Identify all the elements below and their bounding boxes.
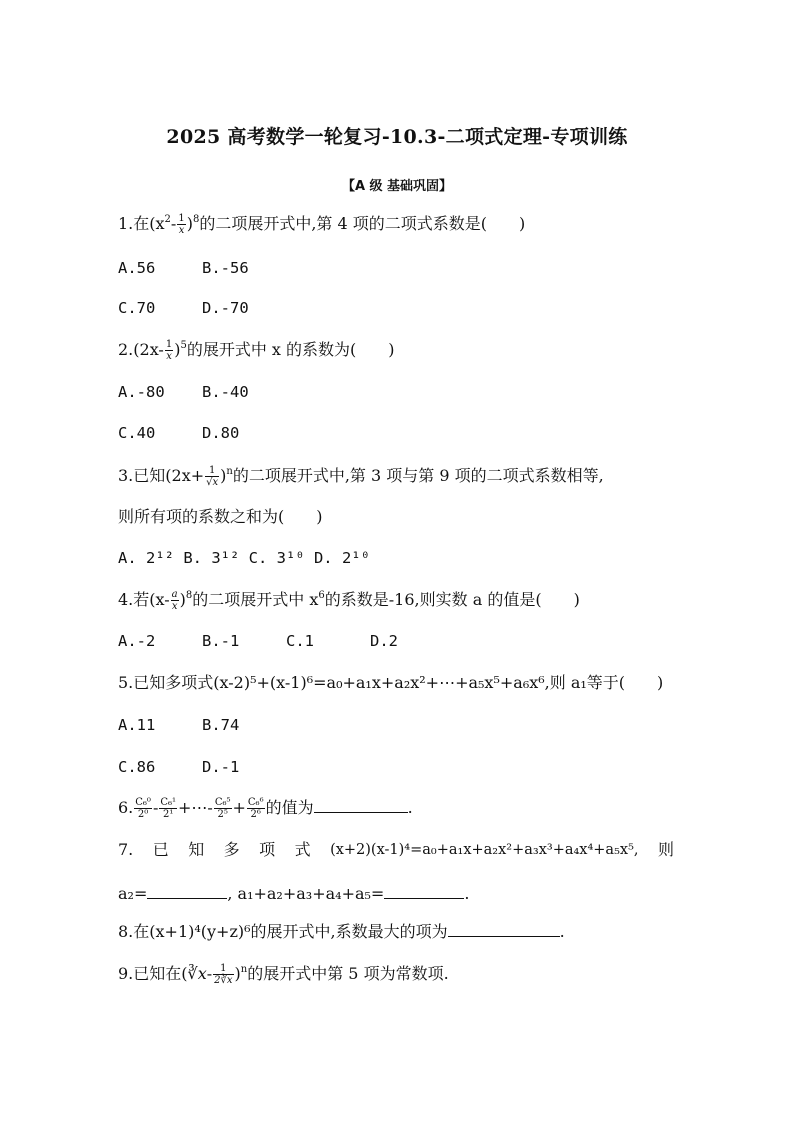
- q3-close-paren: ): [220, 466, 227, 485]
- q4-exp: 8: [185, 590, 193, 601]
- q6-fraction-2: [159, 797, 177, 820]
- page-title: 2025 高考数学一轮复习-10.3-二项式定理-专项训练: [166, 126, 628, 148]
- q4-stem-start: 4.若(x-: [118, 590, 170, 609]
- q2-close-paren: ): [174, 340, 181, 359]
- q2-options-row-1: [118, 382, 249, 402]
- q7-sum-label: , a₁+a₂+a₃+a₄+a₅=: [227, 884, 385, 903]
- q4-option-b: B.-1: [202, 632, 240, 650]
- q3-exp: n: [226, 466, 233, 477]
- q5-option-a: A.11: [118, 716, 156, 734]
- q9-frac-den: 2∛x: [214, 975, 233, 986]
- q3-frac-den: √x: [206, 477, 219, 488]
- q9-fraction: [213, 963, 233, 986]
- q4-stem-mid: 的二项展开式中 x: [192, 590, 319, 609]
- q7-polynomial: (x+2)(x-1)⁴=a₀+a₁x+a₂x²+a₃x³+a₄x⁴+a₅x⁵,: [330, 842, 639, 858]
- q1-minus: -: [170, 214, 177, 233]
- q6-f2-den: 2¹: [162, 809, 174, 820]
- q3-frac-num: 1: [205, 465, 219, 477]
- q2-frac-den: x: [166, 351, 172, 362]
- q2-option-c: C.40: [118, 424, 156, 442]
- q8-end: .: [559, 922, 565, 941]
- q1-frac-den: x: [178, 225, 185, 236]
- q1-stem-start: 1.在(x: [118, 214, 165, 233]
- q9-stem-end: 的展开式中第 5 项为常数项.: [247, 964, 449, 983]
- q1-frac-num: 1: [178, 213, 185, 224]
- q6-fraction-4: [247, 797, 265, 820]
- q3-stem-line-2: 则所有项的系数之和为(: [118, 507, 285, 526]
- q4-option-a: A.-2: [118, 632, 156, 650]
- q5-options-row-1: [118, 715, 239, 735]
- q2-exp: 5: [180, 340, 187, 351]
- question-1: [118, 213, 525, 236]
- q2-stem-end: 的展开式中 x 的系数为(: [186, 340, 357, 359]
- q6-f1-den: 2⁰: [137, 809, 149, 820]
- q5-options-row-2: [118, 757, 239, 777]
- q4-close-paren: ): [179, 590, 186, 609]
- question-7-line-2: [118, 884, 469, 904]
- q5-option-d: D.-1: [202, 758, 240, 776]
- question-3: [118, 465, 604, 488]
- q9-exp: n: [240, 964, 248, 975]
- q1-exp-a: 2: [164, 214, 171, 225]
- q1-options-row-2: [118, 298, 249, 318]
- q4-answer-close: ): [573, 590, 580, 609]
- q1-option-d: D.-70: [202, 299, 249, 317]
- q2-option-a: A.-80: [118, 383, 165, 401]
- q4-frac-den: x: [171, 601, 178, 612]
- q2-stem-start: 2.(2x-: [118, 340, 164, 359]
- q6-answer-blank[interactable]: [314, 798, 408, 813]
- q3-answer-close: ): [316, 507, 323, 526]
- q6-number: 6.: [118, 798, 134, 817]
- question-9: [118, 963, 449, 986]
- q6-f3-num: C₆⁵: [214, 797, 231, 808]
- q9-frac-num: 1: [213, 963, 233, 975]
- q7-word-4: 多: [223, 840, 240, 859]
- q6-fraction-1: [134, 797, 152, 820]
- q7-end: .: [464, 884, 470, 903]
- q7-word-1: 7.: [118, 840, 134, 859]
- q6-f3-den: 2⁵: [217, 809, 228, 820]
- q2-option-d: D.80: [202, 424, 240, 442]
- q4-option-c: C.1: [286, 632, 314, 650]
- q3-stem-end: 的二项展开式中,第 3 项与第 9 项的二项式系数相等,: [232, 466, 604, 485]
- q3-fraction: [205, 465, 219, 488]
- q1-answer-close: ): [519, 214, 526, 233]
- q1-exp-b: 8: [192, 214, 200, 225]
- q6-end: .: [407, 798, 413, 817]
- question-5: [118, 673, 663, 693]
- q1-option-b: B.-56: [202, 259, 249, 277]
- q3-options-row: [118, 548, 370, 568]
- q7-word-5: 项: [259, 840, 276, 859]
- q3-options: A. 2¹² B. 3¹² C. 3¹⁰ D. 2¹⁰: [118, 549, 370, 567]
- q5-stem: 5.已知多项式(x-2)⁵+(x-1)⁶=a₀+a₁x+a₂x²+⋯+a₅x⁵+a₆x⁶,则 a₁等于(: [118, 673, 626, 692]
- q9-cube-root: ∛x: [187, 964, 207, 983]
- q4-frac-num: a: [171, 589, 178, 600]
- q2-frac-num: 1: [165, 339, 173, 350]
- q1-fraction: [177, 213, 185, 236]
- q6-f4-num: C₆⁶: [247, 797, 264, 808]
- section-heading: 【A 级 基础巩固】: [341, 179, 453, 194]
- q6-stem-end: 的值为: [265, 798, 314, 817]
- question-2: [118, 339, 395, 362]
- q2-answer-close: ): [388, 340, 395, 359]
- q7-a2-blank[interactable]: [147, 884, 227, 899]
- q6-minus: -: [152, 798, 159, 817]
- q1-option-c: C.70: [118, 299, 156, 317]
- q1-option-a: A.56: [118, 259, 156, 277]
- q5-answer-close: ): [657, 673, 664, 692]
- q9-minus: -: [206, 964, 213, 983]
- q9-close-paren: ): [234, 964, 241, 983]
- q8-stem: 8.在(x+1)⁴(y+z)⁶的展开式中,系数最大的项为: [118, 922, 448, 941]
- q2-fraction: [165, 339, 173, 362]
- q1-close-paren: ): [186, 214, 193, 233]
- q4-exp-2: 6: [318, 590, 325, 601]
- q6-plus: +: [232, 798, 246, 817]
- q8-answer-blank[interactable]: [448, 922, 560, 937]
- q7-word-6: 式: [294, 840, 311, 859]
- q4-option-d: D.2: [370, 632, 398, 650]
- question-7: [118, 840, 674, 860]
- q7-word-2: 已: [152, 840, 169, 859]
- q9-stem-start: 9.已知在(: [118, 964, 188, 983]
- q4-stem-end: 的系数是-16,则实数 a 的值是(: [324, 590, 542, 609]
- q7-word-8: 则: [657, 840, 674, 859]
- q6-f1-num: C₆⁰: [135, 797, 151, 808]
- q1-options-row-1: [118, 258, 249, 278]
- question-3-line-2: [118, 507, 323, 527]
- q6-fraction-3: [214, 797, 232, 820]
- question-8: [118, 922, 565, 942]
- q4-fraction: [171, 589, 179, 612]
- q6-ellipsis: +⋯-: [178, 798, 213, 817]
- q3-stem-start: 3.已知(2x+: [118, 466, 205, 485]
- q7-sum-blank[interactable]: [384, 884, 464, 899]
- question-6: [118, 797, 413, 820]
- q2-option-b: B.-40: [202, 383, 249, 401]
- question-4: [118, 589, 580, 612]
- q7-a2-label: a₂=: [118, 884, 148, 903]
- q6-f4-den: 2⁶: [250, 809, 261, 820]
- q7-word-3: 知: [188, 840, 205, 859]
- q2-options-row-2: [118, 423, 239, 443]
- q4-options-row: [118, 631, 398, 651]
- q6-f2-num: C₆¹: [160, 797, 177, 808]
- q5-option-c: C.86: [118, 758, 156, 776]
- q5-option-b: B.74: [202, 716, 240, 734]
- q1-stem-end: 的二项展开式中,第 4 项的二项式系数是(: [199, 214, 488, 233]
